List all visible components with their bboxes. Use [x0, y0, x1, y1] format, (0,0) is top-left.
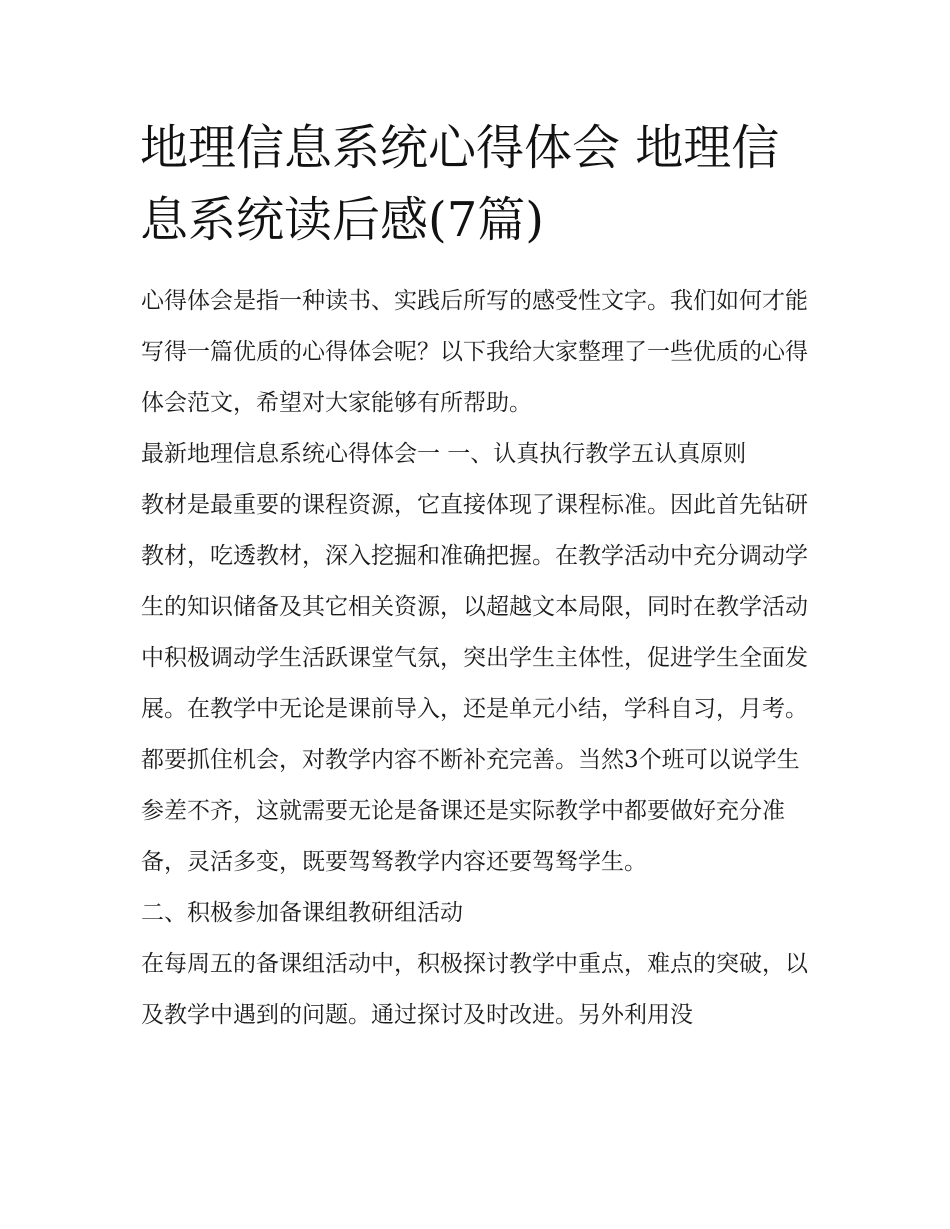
paragraph-section-heading-2: 二、积极参加备课组教研组活动	[141, 900, 463, 926]
document-body	[141, 276, 816, 1041]
paragraph-intro: 心得体会是指一种读书、实践后所写的感受性文字。我们如何才能写得一篇优质的心得体会呢？以下我给大家整理了一些优质的心得体会范文，希望对大家能够有所帮助。	[141, 288, 808, 416]
paragraph-teaching-materials: 教材是最重要的课程资源，它直接体现了课程标准。因此首先钻研教材，吃透教材，深入挖掘和准确把握。在教学活动中充分调动学生的知识储备及其它相关资源，以超越文本局限，同时在教学活动中积极调动学生活跃课堂气氛，突出学生主体性，促进学生全面发展。在教学中无论是课前导入，还是单元小结，学科自习，月考。都要抓住机会，对教学内容不断补充完善。当然3个班可以说学生参差不齐，这就需要无论是备课还是实际教学中都要做好充分准备，灵活多变，既要驾驽教学内容还要驾驽学生。	[141, 492, 808, 875]
paragraph-weekly-activity: 在每周五的备课组活动中，积极探讨教学中重点，难点的突破，以及教学中遇到的问题。通过探讨及时改进。另外利用没	[141, 951, 808, 1028]
document-title: 地理信息系统心得体会 地理信息系统读后感(7篇)	[140, 120, 780, 248]
paragraph-section-heading-1: 最新地理信息系统心得体会一 一、认真执行教学五认真原则	[141, 441, 747, 467]
